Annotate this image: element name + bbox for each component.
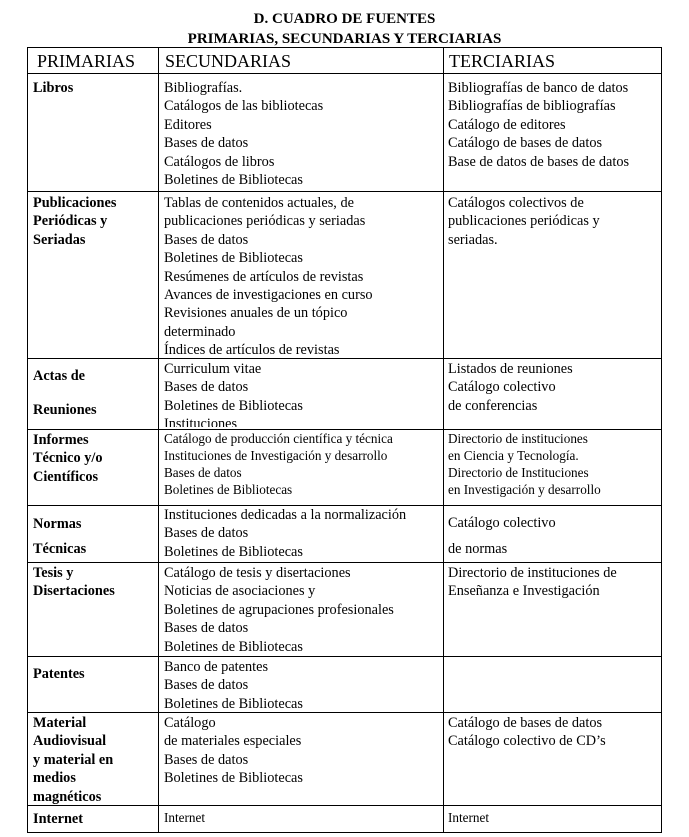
cell-line: Científicos (33, 468, 99, 485)
row-libros-primaria (33, 79, 73, 97)
cell-line: Bibliografías de banco de datos (448, 80, 629, 96)
cell-line: Boletines de Bibliotecas (164, 172, 303, 189)
cell-line: Boletines de Bibliotecas (164, 695, 303, 712)
cell-line: publicaciones periódicas y seriadas (164, 213, 366, 230)
cell-line: Bases de datos (164, 464, 242, 480)
table-rule (27, 191, 662, 192)
cell-line: Actas de (33, 368, 86, 384)
cell-line: en Investigación y desarrollo (448, 481, 601, 497)
cell-line: Normas (33, 516, 82, 532)
cell-line: Boletines de Bibliotecas (164, 770, 303, 787)
row-publicaciones-terciarias (448, 194, 600, 249)
cell-line: Bases de datos (164, 620, 249, 637)
cell-line: Bases de datos (164, 525, 249, 542)
row-informes-secundarias (164, 431, 393, 499)
cell-line: Boletines de Bibliotecas (164, 397, 303, 414)
row-tesis-terciarias (448, 564, 617, 601)
cell-line: Avances de investigaciones en curso (164, 287, 373, 304)
table-rule (27, 712, 662, 713)
cell-line: Catálogo de tesis y disertaciones (164, 565, 351, 581)
cell-line: Patentes (33, 666, 85, 682)
row-actas-secundarias (164, 360, 303, 427)
cell-line: Base de datos de bases de datos (448, 153, 630, 170)
row-actas-terciarias (448, 360, 573, 415)
cell-line: Índices de artículos de revistas (164, 342, 340, 359)
header-primarias: PRIMARIAS (37, 51, 136, 71)
cell-line: Banco de patentes (164, 659, 269, 675)
row-publicaciones-secundarias (164, 194, 373, 360)
row-informes-terciarias (448, 431, 601, 499)
cell-line: Catálogos de libros (164, 153, 275, 170)
cell-line: Boletines de Bibliotecas (164, 638, 303, 655)
cell-line: Internet (164, 810, 206, 825)
cell-line: Bibliografías. (164, 80, 243, 96)
cell-line: Listados de reuniones (448, 361, 573, 377)
cell-line: Tesis y (33, 565, 74, 581)
table-rule (27, 429, 662, 430)
cell-line: Noticias de asociaciones y (164, 583, 316, 600)
table-rule (27, 562, 662, 563)
cell-line: magnéticos (33, 788, 102, 805)
row-normas-primaria (33, 515, 86, 559)
table-rule (443, 47, 444, 833)
cell-line: de materiales especiales (164, 733, 302, 750)
cell-line: Boletines de Bibliotecas (164, 543, 303, 560)
cell-line: Audiovisual (33, 733, 107, 750)
row-actas-primaria (33, 367, 97, 420)
cell-line: Libros (33, 80, 74, 96)
cell-line: Internet (33, 811, 84, 827)
cell-line: Boletines de agrupaciones profesionales (164, 601, 394, 618)
cell-line: Material (33, 715, 87, 731)
table-rule (661, 47, 662, 833)
cell-line: Catálogo de producción científica y técnica (164, 431, 393, 446)
row-patentes-primaria (33, 665, 85, 683)
cell-line: Editores (164, 116, 212, 133)
cell-line: Bases de datos (164, 135, 249, 152)
cell-line: Curriculum vitae (164, 361, 262, 377)
table-rule (27, 656, 662, 657)
row-patentes-secundarias (164, 658, 303, 713)
cell-line: Boletines de Bibliotecas (164, 250, 303, 267)
cell-line: Boletines de Bibliotecas (164, 481, 293, 497)
table-rule (27, 832, 662, 833)
cell-line: Internet (448, 810, 490, 825)
cell-line: determinado (164, 323, 236, 340)
row-internet-secundarias (164, 810, 205, 827)
row-material-terciarias (448, 714, 606, 751)
header-terciarias: TERCIARIAS (449, 51, 556, 71)
row-libros-secundarias (164, 79, 323, 189)
cell-line: Catálogo de bases de datos (448, 715, 603, 731)
cell-line: de conferencias (448, 397, 538, 414)
document-subheading: PRIMARIAS, SECUNDARIAS Y TERCIARIAS (187, 31, 502, 47)
row-material-secundarias (164, 714, 303, 788)
cell-line: Bases de datos (164, 751, 249, 768)
table-rule (27, 47, 662, 48)
cell-line: Instituciones de Investigación y desarrollo (164, 447, 388, 463)
cell-line: Directorio de instituciones de (448, 565, 617, 581)
cell-line: Catálogos de las bibliotecas (164, 98, 324, 115)
cell-line: Tablas de contenidos actuales, de (164, 195, 354, 211)
cell-line: Disertaciones (33, 583, 115, 600)
cell-line: Catálogo de bases de datos (448, 135, 603, 152)
row-informes-primaria (33, 431, 103, 486)
cell-line: Informes (33, 432, 89, 448)
cell-line: y material en (33, 751, 114, 768)
cell-line: Técnicas (33, 541, 87, 558)
cell-line: Reuniones (33, 402, 97, 419)
cell-line: publicaciones periódicas y (448, 213, 600, 230)
cell-line: Catálogo (164, 715, 216, 731)
table-rule (27, 805, 662, 806)
row-internet-terciarias (448, 810, 489, 827)
cell-line: Directorio de instituciones (448, 431, 588, 446)
row-normas-secundarias (164, 506, 406, 561)
cell-line: Instituciones dedicadas a la normalización (164, 507, 407, 523)
cell-line: Publicaciones (33, 195, 117, 211)
cell-line: Revisiones anuales de un tópico (164, 305, 348, 322)
cell-line: de normas (448, 541, 508, 558)
cell-line: Bibliografías de bibliografías (448, 98, 616, 115)
cell-line: Bases de datos (164, 677, 249, 694)
cell-line: Resúmenes de artículos de revistas (164, 268, 364, 285)
cell-line: Catálogo colectivo (448, 379, 556, 396)
table-rule (27, 73, 662, 74)
table-rule (158, 47, 159, 833)
row-libros-terciarias (448, 79, 629, 171)
table-rule (27, 47, 28, 833)
row-internet-primaria (33, 810, 83, 828)
row-normas-terciarias (448, 514, 556, 559)
cell-line: Directorio de Instituciones (448, 464, 589, 480)
cell-line: Enseñanza e Investigación (448, 583, 600, 600)
cell-line: medios (33, 770, 76, 787)
cell-line: en Ciencia y Tecnología. (448, 447, 579, 463)
row-publicaciones-primaria (33, 194, 116, 249)
document-heading: D. CUADRO DE FUENTES (253, 11, 436, 27)
cell-line: Instituciones (164, 416, 238, 428)
cell-line: Catálogos colectivos de (448, 195, 584, 211)
cell-line: seriadas. (448, 231, 498, 248)
cell-line: Periódicas y (33, 213, 108, 230)
cell-line: Catálogo colectivo de CD’s (448, 733, 606, 750)
row-tesis-secundarias (164, 564, 394, 656)
cell-line: Bases de datos (164, 379, 249, 396)
cell-line: Técnico y/o (33, 450, 103, 467)
cell-line: Catálogo colectivo (448, 515, 556, 531)
cell-line: Seriadas (33, 231, 86, 248)
row-material-primaria (33, 714, 113, 806)
row-tesis-primaria (33, 564, 115, 601)
cell-line: Bases de datos (164, 231, 249, 248)
cell-line: Catálogo de editores (448, 116, 566, 133)
header-secundarias: SECUNDARIAS (165, 51, 292, 71)
